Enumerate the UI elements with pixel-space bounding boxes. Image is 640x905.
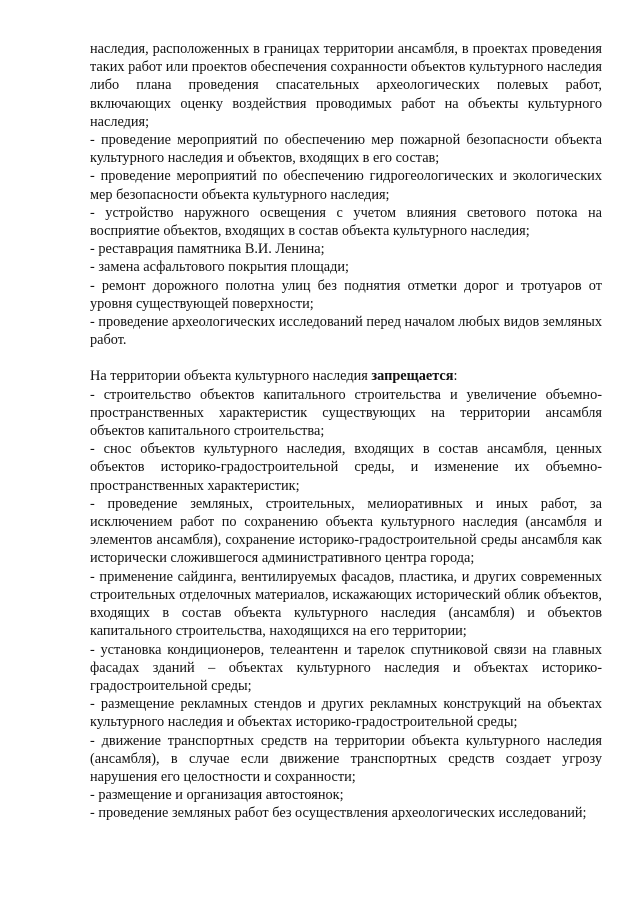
prohibited-works-list [90, 386, 602, 823]
list-item: - проведение земляных, строительных, мелиоративных и иных работ, за исключением работ по сохранению объекта культурного наследия (ансамбля и элементов ансамбля), сохранение историко-градостроительной среды ансамбля как исторически сложившегося административного центра города; [90, 495, 602, 567]
paragraph-continuation: наследия, расположенных в границах территории ансамбля, в проектах проведения таких работ или проектов обеспечения сохранности объектов культурного наследия либо плана проведения спасательных археологических полевых работ, включающих оценку воздействия проводимых работ на объекты культурного наследия; [90, 41, 602, 130]
list-item: - реставрация памятника В.И. Ленина; [90, 241, 325, 258]
list-item: - проведение земляных работ без осуществления археологических исследований; [90, 805, 587, 822]
list-item: - проведение археологических исследований перед началом любых видов земляных работ. [90, 314, 602, 349]
heading-text: На территории объекта культурного наследия [90, 368, 372, 385]
list-item: - проведение мероприятий по обеспечению мер пожарной безопасности объекта культурного наследия и объектов, входящих в его состав; [90, 132, 602, 167]
list-item: - размещение рекламных стендов и других рекламных конструкций на объектах культурного наследия и объектах историко-градостроительной среды; [90, 696, 602, 731]
list-item: - установка кондиционеров, телеантенн и тарелок спутниковой связи на главных фасадах зданий – объектах культурного наследия и объектах историко-градостроительной среды; [90, 641, 602, 694]
list-item: - строительство объектов капитального строительства и увеличение объемно-пространственных характеристик существующих на территории ансамбля объектов капитального строительства; [90, 386, 602, 440]
paragraph-gap [90, 349, 602, 367]
list-item: - размещение и организация автостоянок; [90, 787, 344, 804]
permitted-works-list [90, 40, 602, 349]
list-item: - проведение мероприятий по обеспечению гидрогеологических и экологических мер безопасности объекта культурного наследия; [90, 168, 602, 203]
list-item: - применение сайдинга, вентилируемых фасадов, пластика, и других современных строительных отделочных материалов, искажающих исторический облик объектов, входящих в состав объекта культурного наследия (ансамбля) и объектов капитального строительства, находящихся на его территории; [90, 568, 602, 640]
prohibited-heading [90, 367, 602, 385]
heading-emphasis: запрещается [371, 368, 454, 385]
list-item: - замена асфальтового покрытия площади; [90, 259, 349, 276]
list-item: - снос объектов культурного наследия, входящих в состав ансамбля, ценных объектов историко-градостроительной среды, и изменение их объемно-пространственных характеристик; [90, 441, 602, 494]
list-item: - движение транспортных средств на территории объекта культурного наследия (ансамбля), в случае если движение транспортных средств создает угрозу нарушения его целостности и сохранности; [90, 732, 602, 785]
heading-colon: : [453, 368, 458, 385]
list-item: - устройство наружного освещения с учетом влияния светового потока на восприятие объектов, входящих в состав объекта культурного наследия; [90, 204, 602, 240]
list-item: - ремонт дорожного полотна улиц без поднятия отметки дорог и тротуаров от уровня существующей поверхности; [90, 277, 602, 312]
